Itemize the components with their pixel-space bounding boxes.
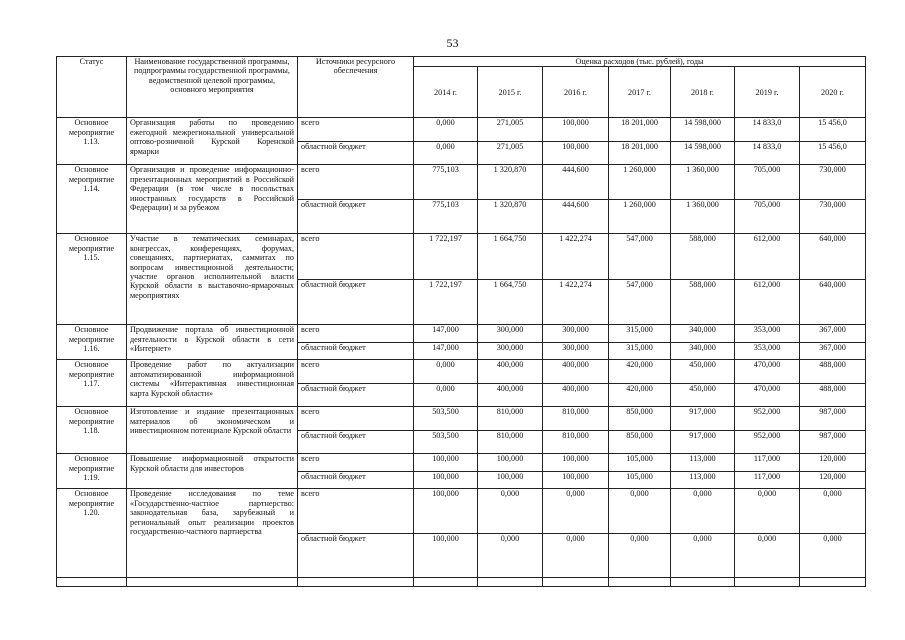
table-row-empty <box>57 578 866 587</box>
row-value: 0,000 <box>735 489 800 534</box>
row-value: 730,000 <box>800 165 866 200</box>
row-value: 100,000 <box>478 471 543 489</box>
row-source: всего <box>298 407 414 431</box>
row-value: 1 260,000 <box>609 199 671 234</box>
row-value: 987,000 <box>800 407 866 431</box>
row-value: 547,000 <box>609 279 671 325</box>
row-value: 100,000 <box>543 118 609 142</box>
row-source: всего <box>298 118 414 142</box>
row-value: 450,000 <box>671 383 735 407</box>
row-value: 470,000 <box>735 360 800 384</box>
row-value: 14 833,0 <box>735 118 800 142</box>
row-value: 353,000 <box>735 342 800 360</box>
row-status: Основное мероприятие 1.14. <box>57 165 127 234</box>
row-status: Основное мероприятие 1.16. <box>57 325 127 360</box>
row-value: 15 456,0 <box>800 118 866 142</box>
empty-cell <box>127 578 298 587</box>
row-value: 340,000 <box>671 325 735 343</box>
header-year: 2020 г. <box>800 67 866 118</box>
row-value: 450,000 <box>671 360 735 384</box>
table-row <box>57 454 866 472</box>
row-value: 18 201,000 <box>609 118 671 142</box>
row-value: 0,000 <box>543 489 609 534</box>
header-year: 2019 г. <box>735 67 800 118</box>
row-value: 400,000 <box>478 360 543 384</box>
row-value: 0,000 <box>735 533 800 578</box>
row-value: 18 201,000 <box>609 141 671 165</box>
table-row <box>57 489 866 534</box>
row-status: Основное мероприятие 1.13. <box>57 118 127 165</box>
row-value: 1 422,274 <box>543 234 609 280</box>
row-value: 1 722,197 <box>414 234 478 280</box>
row-value: 0,000 <box>800 533 866 578</box>
row-status: Основное мероприятие 1.17. <box>57 360 127 407</box>
row-value: 810,000 <box>478 407 543 431</box>
row-value: 850,000 <box>609 430 671 454</box>
row-value: 0,000 <box>478 489 543 534</box>
budget-table <box>56 56 866 587</box>
row-value: 705,000 <box>735 165 800 200</box>
row-source: всего <box>298 234 414 280</box>
header-year: 2015 г. <box>478 67 543 118</box>
row-value: 640,000 <box>800 234 866 280</box>
table-row <box>57 165 866 200</box>
row-value: 775,103 <box>414 165 478 200</box>
row-status: Основное мероприятие 1.18. <box>57 407 127 454</box>
row-value: 1 360,000 <box>671 199 735 234</box>
row-value: 14 598,000 <box>671 141 735 165</box>
row-value: 917,000 <box>671 407 735 431</box>
empty-cell <box>671 578 735 587</box>
row-name: Организация и проведение информационно-презентационных мероприятий в Российской Федерации (в том числе в посольствах иностранных государств в Российской Федерации) и за рубежом <box>127 165 298 234</box>
row-value: 0,000 <box>414 141 478 165</box>
row-name: Участие в тематических семинарах, конгрессах, конференциях, форумах, совещаниях, партнериатах, саммитах по вопросам инвестиционной деятельности; участие органов исполнительной власти Курской области в выставочно-ярмарочных мероприятиях <box>127 234 298 325</box>
row-value: 271,005 <box>478 118 543 142</box>
row-value: 340,000 <box>671 342 735 360</box>
row-value: 315,000 <box>609 342 671 360</box>
row-value: 612,000 <box>735 234 800 280</box>
row-value: 117,000 <box>735 454 800 472</box>
row-source: всего <box>298 325 414 343</box>
row-value: 730,000 <box>800 199 866 234</box>
row-value: 367,000 <box>800 342 866 360</box>
row-status: Основное мероприятие 1.19. <box>57 454 127 489</box>
row-value: 100,000 <box>478 454 543 472</box>
row-value: 987,000 <box>800 430 866 454</box>
row-value: 612,000 <box>735 279 800 325</box>
row-value: 271,005 <box>478 141 543 165</box>
row-value: 100,000 <box>543 454 609 472</box>
empty-cell <box>735 578 800 587</box>
header-estimate: Оценка расходов (тыс. рублей), годы <box>414 57 866 67</box>
row-value: 705,000 <box>735 199 800 234</box>
table-row <box>57 234 866 280</box>
table-row <box>57 360 866 384</box>
row-name: Продвижение портала об инвестиционной деятельности в Курской области в сети «Интернет» <box>127 325 298 360</box>
row-value: 147,000 <box>414 325 478 343</box>
row-source: областной бюджет <box>298 342 414 360</box>
empty-cell <box>609 578 671 587</box>
row-value: 113,000 <box>671 471 735 489</box>
row-value: 0,000 <box>671 489 735 534</box>
empty-cell <box>57 578 127 587</box>
row-name: Организация работы по проведению ежегодной межрегиональной универсальной оптово-розничной Курской Коренской ярмарки <box>127 118 298 165</box>
row-value: 0,000 <box>478 533 543 578</box>
row-value: 1 664,750 <box>478 234 543 280</box>
row-value: 100,000 <box>414 454 478 472</box>
empty-cell <box>298 578 414 587</box>
empty-cell <box>543 578 609 587</box>
row-value: 0,000 <box>671 533 735 578</box>
row-value: 0,000 <box>609 533 671 578</box>
row-value: 775,103 <box>414 199 478 234</box>
row-value: 952,000 <box>735 407 800 431</box>
row-value: 0,000 <box>800 489 866 534</box>
row-status: Основное мероприятие 1.20. <box>57 489 127 578</box>
row-value: 0,000 <box>609 489 671 534</box>
row-value: 400,000 <box>543 383 609 407</box>
row-value: 100,000 <box>414 533 478 578</box>
row-value: 300,000 <box>543 342 609 360</box>
page-number: 53 <box>446 36 459 50</box>
row-value: 14 833,0 <box>735 141 800 165</box>
row-value: 0,000 <box>414 118 478 142</box>
row-value: 1 320,870 <box>478 165 543 200</box>
row-value: 147,000 <box>414 342 478 360</box>
header-source: Источники ресурсного обеспечения <box>298 57 414 118</box>
row-value: 14 598,000 <box>671 118 735 142</box>
row-value: 850,000 <box>609 407 671 431</box>
row-value: 588,000 <box>671 279 735 325</box>
row-value: 488,000 <box>800 383 866 407</box>
row-value: 100,000 <box>543 141 609 165</box>
row-value: 1 664,750 <box>478 279 543 325</box>
row-value: 300,000 <box>478 325 543 343</box>
row-value: 547,000 <box>609 234 671 280</box>
row-value: 1 360,000 <box>671 165 735 200</box>
row-name: Повышение информационной открытости Курской области для инвесторов <box>127 454 298 489</box>
row-value: 300,000 <box>543 325 609 343</box>
row-value: 917,000 <box>671 430 735 454</box>
row-value: 420,000 <box>609 383 671 407</box>
table-row <box>57 325 866 343</box>
row-value: 1 320,870 <box>478 199 543 234</box>
table-row <box>57 407 866 431</box>
row-value: 367,000 <box>800 325 866 343</box>
row-value: 503,500 <box>414 430 478 454</box>
row-value: 470,000 <box>735 383 800 407</box>
row-value: 113,000 <box>671 454 735 472</box>
row-value: 444,600 <box>543 165 609 200</box>
row-value: 100,000 <box>414 489 478 534</box>
row-value: 1 260,000 <box>609 165 671 200</box>
row-value: 488,000 <box>800 360 866 384</box>
header-year: 2017 г. <box>609 67 671 118</box>
row-value: 15 456,0 <box>800 141 866 165</box>
row-value: 120,000 <box>800 454 866 472</box>
row-value: 952,000 <box>735 430 800 454</box>
row-source: областной бюджет <box>298 141 414 165</box>
header-status: Статус <box>57 57 127 118</box>
row-value: 120,000 <box>800 471 866 489</box>
row-value: 503,500 <box>414 407 478 431</box>
row-value: 0,000 <box>543 533 609 578</box>
row-status: Основное мероприятие 1.15. <box>57 234 127 325</box>
header-name: Наименование государственной программы, подпрограммы государственной программы, ведомственной целевой программы, основного мероприятия <box>127 57 298 118</box>
row-value: 444,600 <box>543 199 609 234</box>
row-source: областной бюджет <box>298 199 414 234</box>
row-name: Проведение исследования по теме «Государственно-частное партнерство: законодательная база, зарубежный и региональный опыт реализации проектов государственно-частного партнерства <box>127 489 298 578</box>
empty-cell <box>800 578 866 587</box>
row-value: 117,000 <box>735 471 800 489</box>
empty-cell <box>414 578 478 587</box>
row-value: 100,000 <box>414 471 478 489</box>
row-value: 0,000 <box>414 383 478 407</box>
header-year: 2014 г. <box>414 67 478 118</box>
empty-cell <box>478 578 543 587</box>
row-source: областной бюджет <box>298 279 414 325</box>
header-year: 2018 г. <box>671 67 735 118</box>
row-value: 400,000 <box>478 383 543 407</box>
row-source: всего <box>298 454 414 472</box>
row-source: областной бюджет <box>298 533 414 578</box>
row-name: Проведение работ по актуализации автоматизированной информационной системы «Интерактивная инвестиционная карта Курской области» <box>127 360 298 407</box>
table-row <box>57 118 866 142</box>
row-value: 810,000 <box>543 430 609 454</box>
row-value: 0,000 <box>414 360 478 384</box>
row-source: всего <box>298 360 414 384</box>
row-value: 300,000 <box>478 342 543 360</box>
row-value: 420,000 <box>609 360 671 384</box>
row-value: 810,000 <box>543 407 609 431</box>
row-value: 100,000 <box>543 471 609 489</box>
row-value: 105,000 <box>609 471 671 489</box>
row-value: 588,000 <box>671 234 735 280</box>
header-year: 2016 г. <box>543 67 609 118</box>
row-value: 1 422,274 <box>543 279 609 325</box>
row-value: 400,000 <box>543 360 609 384</box>
row-name: Изготовление и издание презентационных материалов об экономическом и инвестиционном потенциале Курской области <box>127 407 298 454</box>
row-value: 1 722,197 <box>414 279 478 325</box>
row-value: 353,000 <box>735 325 800 343</box>
row-source: всего <box>298 489 414 534</box>
row-value: 640,000 <box>800 279 866 325</box>
row-source: всего <box>298 165 414 200</box>
row-source: областной бюджет <box>298 471 414 489</box>
row-source: областной бюджет <box>298 430 414 454</box>
row-value: 105,000 <box>609 454 671 472</box>
row-value: 810,000 <box>478 430 543 454</box>
row-value: 315,000 <box>609 325 671 343</box>
row-source: областной бюджет <box>298 383 414 407</box>
